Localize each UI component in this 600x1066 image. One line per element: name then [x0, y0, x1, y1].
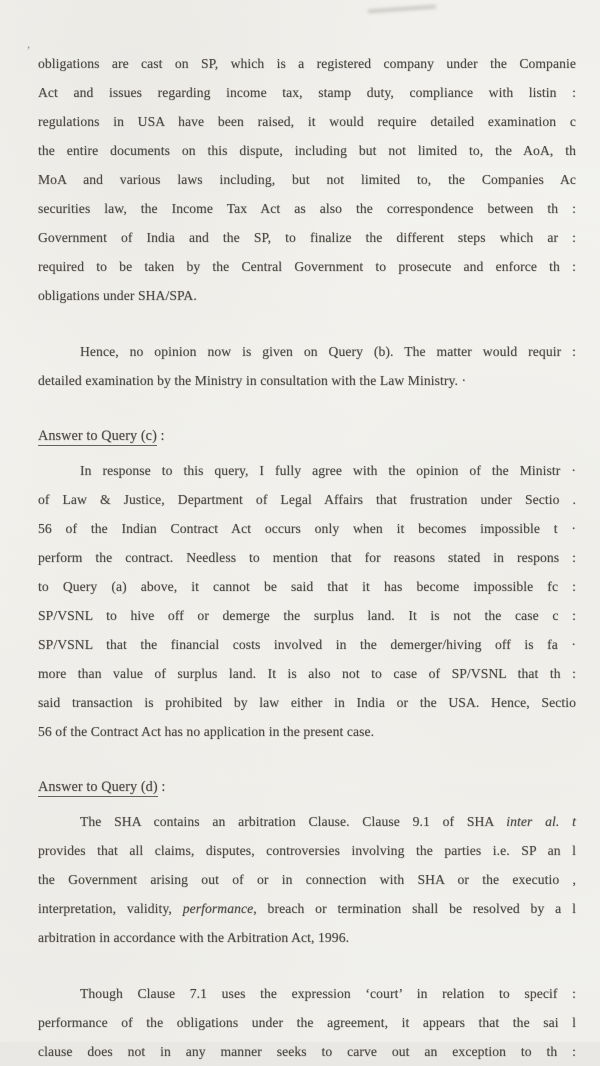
text-line: 56 of the Contract Act has no application in the present case.	[38, 724, 375, 739]
section-heading	[38, 773, 576, 802]
text-line: performance of the obligations under the agreement, it appears that the sai l	[38, 1015, 576, 1030]
text-line: regulations in USA have been raised, it would require detailed examination c	[38, 114, 576, 129]
text-line: MoA and various laws including, but not limited to, the Companies Ac	[38, 172, 576, 187]
text-line: perform the contract. Needless to mention that for reasons stated in respons :	[38, 550, 576, 565]
text-line: securities law, the Income Tax Act as also the correspondence between th :	[38, 201, 576, 216]
text-line: SP/VSNL that the financial costs involved in the demerger/hiving off is fa ·	[38, 637, 576, 652]
text-line: 56 of the Indian Contract Act occurs only when it becomes impossible t ·	[38, 521, 576, 536]
text-line: Hence, no opinion now is given on Query (b). The matter would requir :	[80, 344, 576, 359]
text-line: said transaction is prohibited by law either in India or the USA. Hence, Sectio	[38, 695, 576, 710]
text-line: Act and issues regarding income tax, stamp duty, compliance with listin :	[38, 85, 576, 100]
heading-suffix: :	[156, 428, 165, 444]
text-line: Government of India and the SP, to finalize the different steps which ar :	[38, 230, 576, 245]
text-line: the entire documents on this dispute, including but not limited to, the AoA, th	[38, 143, 576, 158]
paragraph	[38, 49, 576, 310]
text-line: the Government arising out of or in connection with SHA or the executio ,	[38, 872, 576, 887]
text-line: The SHA contains an arbitration Clause. Clause 9.1 of SHA inter al. t	[80, 814, 576, 829]
paragraph	[38, 456, 576, 746]
heading-suffix: :	[157, 779, 166, 795]
text-line: more than value of surplus land. It is also not to case of SP/VSNL that th :	[38, 666, 576, 681]
text-line: detailed examination by the Ministry in consultation with the Law Ministry. ·	[38, 373, 467, 388]
text-line: clause does not in any manner seeks to carve out an exception to th :	[38, 1044, 576, 1059]
text-line: arbitration in accordance with the Arbitration Act, 1996.	[38, 930, 350, 945]
heading-text: Answer to Query (d)	[38, 779, 158, 795]
text-line: obligations are cast on SP, which is a registered company under the Companie	[38, 56, 576, 71]
scan-comma-artifact: ,	[27, 36, 31, 51]
text-line: required to be taken by the Central Government to prosecute and enforce th :	[38, 259, 576, 274]
text-line: of Law & Justice, Department of Legal Affairs that frustration under Sectio .	[38, 492, 576, 507]
paragraph	[38, 807, 576, 952]
document-content	[27, 22, 576, 1066]
paragraph	[38, 979, 576, 1066]
scan-smudge-artifact	[368, 5, 436, 14]
heading-text: Answer to Query (c)	[38, 428, 157, 444]
heading-line	[38, 422, 576, 451]
text-line: SP/VSNL to hive off or demerge the surplus land. It is not the case c :	[38, 608, 576, 623]
text-line: to Query (a) above, it cannot be said that it has become impossible fc :	[38, 579, 576, 594]
section-heading	[38, 422, 576, 451]
text-line: obligations under SHA/SPA.	[38, 288, 197, 303]
paragraph	[38, 337, 576, 395]
text-line: Though Clause 7.1 uses the expression ‘court’ in relation to specif :	[80, 986, 576, 1001]
text-line: provides that all claims, disputes, controversies involving the parties i.e. SP an l	[38, 843, 576, 858]
text-line: In response to this query, I fully agree with the opinion of the Ministr ·	[80, 463, 576, 478]
heading-line	[38, 773, 576, 802]
text-line: interpretation, validity, performance, breach or termination shall be resolved by a l	[38, 901, 576, 916]
